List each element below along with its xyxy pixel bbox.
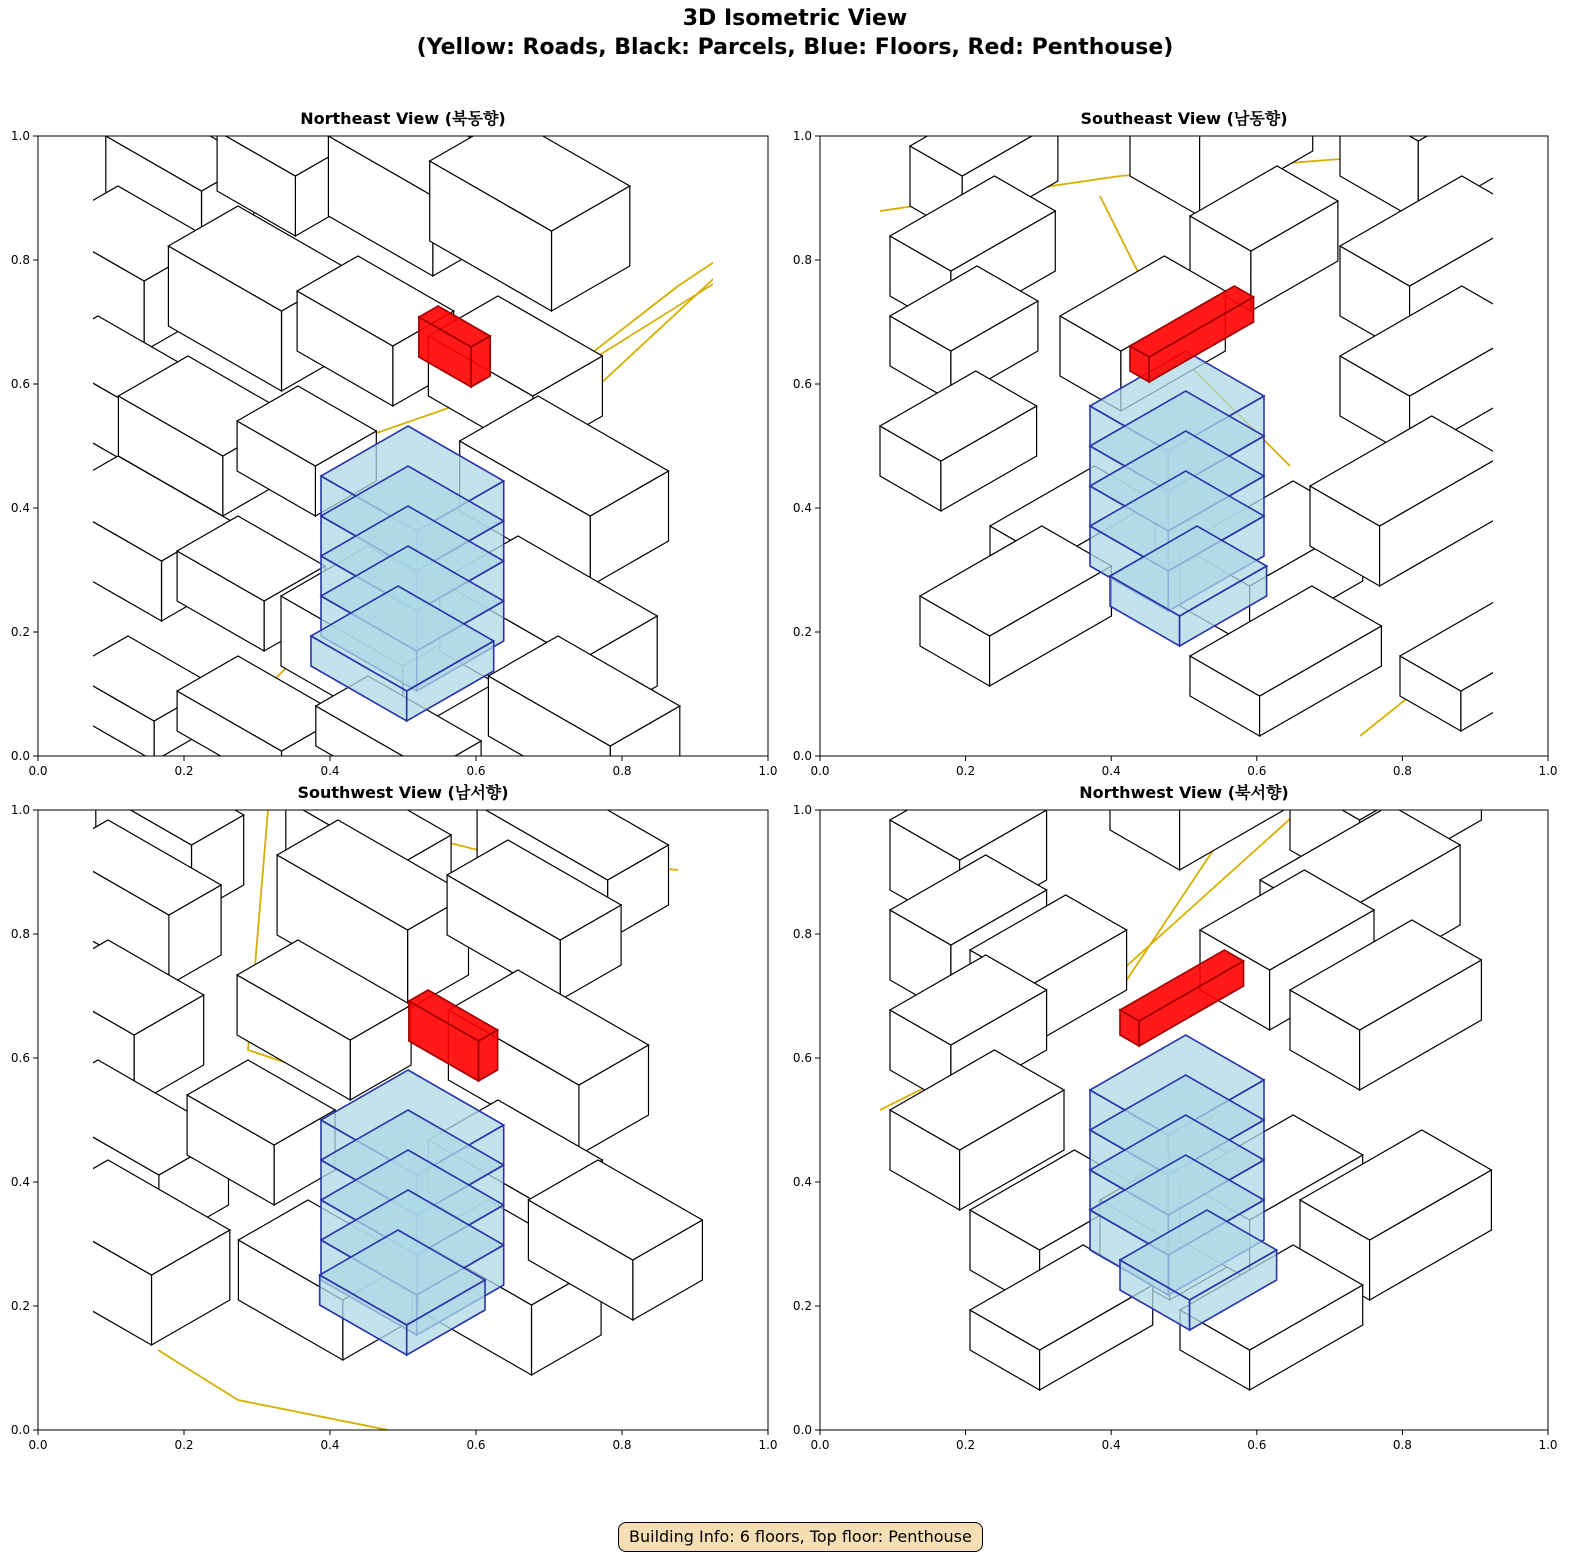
x-tick-label: 0.8	[1392, 1438, 1412, 1452]
panel-title-southeast: Southeast View (남동향)	[1080, 109, 1288, 128]
parcel-building	[1400, 596, 1565, 731]
panel-title-northwest: Northwest View (북서향)	[1079, 783, 1289, 802]
x-tick-label: 0.4	[320, 1438, 340, 1452]
x-tick-label: 0.6	[1247, 1438, 1267, 1452]
parcel-building	[920, 526, 1111, 686]
y-tick-label: 0.4	[10, 1175, 30, 1189]
y-tick-label: 0.2	[792, 625, 812, 639]
y-tick-label: 0.8	[10, 253, 30, 267]
y-tick-label: 0.0	[10, 749, 30, 763]
x-tick-label: 0.0	[810, 764, 830, 778]
panel-title-northeast: Northeast View (북동향)	[300, 109, 506, 128]
figure-title-line1: 3D Isometric View	[682, 6, 908, 31]
x-tick-label: 0.4	[320, 764, 340, 778]
parcel-building	[1310, 416, 1501, 586]
parcel-building	[880, 371, 1037, 511]
figure-title	[0, 4, 1590, 62]
y-tick-label: 0.6	[10, 377, 30, 391]
axes-southeast	[792, 129, 1558, 778]
scene-sw	[28, 760, 702, 1430]
panel-northeast	[10, 109, 778, 778]
x-tick-label: 0.2	[174, 1438, 194, 1452]
y-tick-label: 1.0	[10, 129, 30, 143]
x-tick-label: 0.8	[612, 1438, 632, 1452]
x-tick-label: 1.0	[1538, 1438, 1558, 1452]
x-tick-label: 0.4	[1101, 764, 1121, 778]
y-tick-label: 0.2	[10, 625, 30, 639]
x-tick-label: 0.0	[810, 1438, 830, 1452]
y-tick-label: 0.6	[10, 1051, 30, 1065]
scene-ne	[37, 96, 758, 811]
panel-northwest	[792, 783, 1558, 1452]
figure-title-line2: (Yellow: Roads, Black: Parcels, Blue: Floors, Red: Penthouse)	[416, 35, 1174, 60]
road-line	[158, 1350, 388, 1430]
panel-southwest	[10, 783, 778, 1452]
x-tick-label: 0.6	[466, 1438, 486, 1452]
y-tick-label: 1.0	[792, 803, 812, 817]
y-tick-label: 1.0	[10, 803, 30, 817]
y-tick-label: 0.2	[792, 1299, 812, 1313]
x-tick-label: 1.0	[758, 1438, 778, 1452]
x-tick-label: 0.2	[956, 1438, 976, 1452]
x-tick-label: 1.0	[758, 764, 778, 778]
x-tick-label: 0.8	[612, 764, 632, 778]
x-tick-label: 0.0	[28, 764, 48, 778]
y-tick-label: 1.0	[792, 129, 812, 143]
y-tick-label: 0.8	[792, 253, 812, 267]
parcel-building-face-1	[1180, 740, 1284, 870]
y-tick-label: 0.4	[792, 501, 812, 515]
x-tick-label: 0.2	[174, 764, 194, 778]
x-tick-label: 0.6	[1247, 764, 1267, 778]
y-tick-label: 0.4	[10, 501, 30, 515]
x-tick-label: 0.4	[1101, 1438, 1121, 1452]
panel-title-southwest: Southwest View (남서향)	[297, 783, 509, 802]
y-tick-label: 0.4	[792, 1175, 812, 1189]
y-tick-label: 0.2	[10, 1299, 30, 1313]
panel-southeast	[792, 109, 1558, 778]
axes-northeast	[10, 129, 778, 778]
x-tick-label: 0.2	[956, 764, 976, 778]
y-tick-label: 0.8	[792, 927, 812, 941]
y-tick-label: 0.6	[792, 377, 812, 391]
scene-nw	[880, 700, 1491, 1390]
building-info-box: Building Info: 6 floors, Top floor: Penthouse	[618, 1522, 983, 1552]
y-tick-label: 0.6	[792, 1051, 812, 1065]
x-tick-label: 0.8	[1392, 764, 1412, 778]
x-tick-label: 1.0	[1538, 764, 1558, 778]
y-tick-label: 0.0	[792, 1423, 812, 1437]
axes-northwest	[792, 803, 1558, 1452]
y-tick-label: 0.0	[10, 1423, 30, 1437]
axes-southwest	[10, 803, 778, 1452]
scene-se	[880, 26, 1565, 736]
y-tick-label: 0.0	[792, 749, 812, 763]
y-tick-label: 0.8	[10, 927, 30, 941]
x-tick-label: 0.0	[28, 1438, 48, 1452]
parcel-building	[430, 116, 630, 311]
x-tick-label: 0.6	[466, 764, 486, 778]
